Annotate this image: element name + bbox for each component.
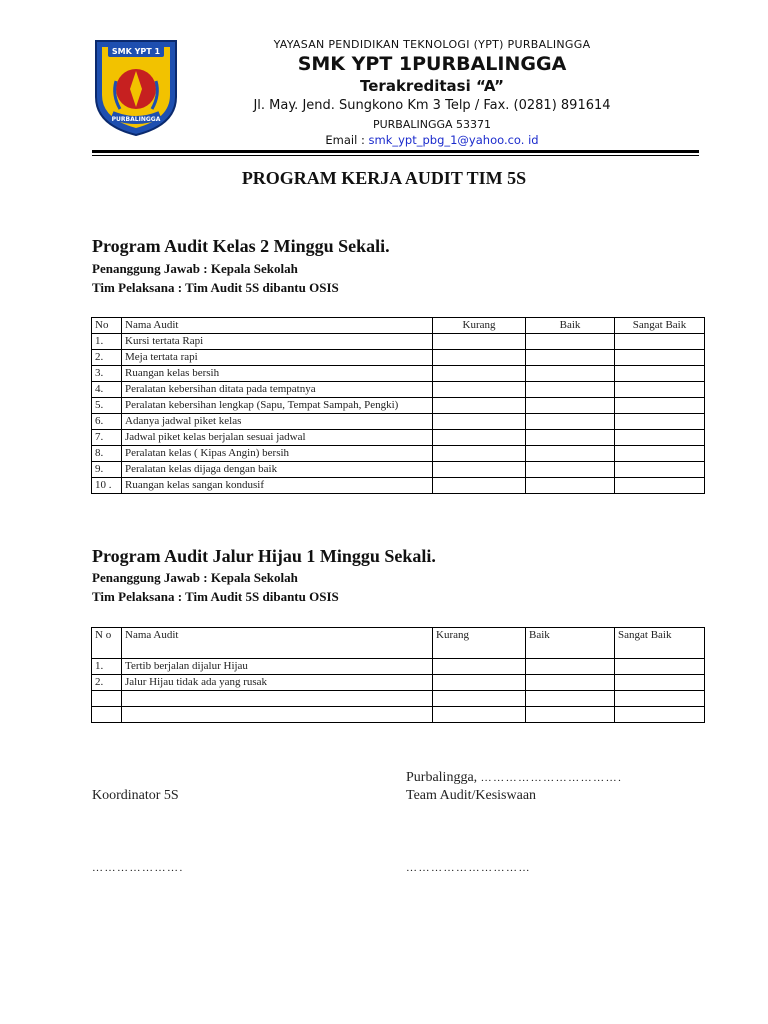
header-no: N o bbox=[92, 628, 122, 659]
table-header-row bbox=[92, 318, 705, 334]
logo-text-top: SMK YPT 1 bbox=[111, 47, 161, 56]
table-row bbox=[92, 366, 705, 382]
score-sangat-baik-cell[interactable] bbox=[615, 350, 705, 366]
date-dots: ……………………………. bbox=[480, 772, 623, 784]
score-sangat-baik-cell[interactable] bbox=[615, 366, 705, 382]
school-city: PURBALINGGA 53371 bbox=[372, 118, 492, 131]
table-row bbox=[92, 398, 705, 414]
section2-team: Tim Pelaksana : Tim Audit 5S dibantu OSIS bbox=[92, 589, 339, 604]
section2-responsible: Penanggung Jawab : Kepala Sekolah bbox=[92, 570, 298, 585]
score-sangat-baik-cell[interactable] bbox=[615, 659, 705, 675]
header-kurang: Kurang bbox=[433, 318, 526, 334]
score-sangat-baik-cell[interactable] bbox=[615, 414, 705, 430]
score-kurang-cell[interactable] bbox=[433, 691, 526, 707]
score-kurang-cell[interactable] bbox=[433, 414, 526, 430]
logo-text-bottom: PURBALINGGA bbox=[111, 116, 161, 123]
table-row bbox=[92, 478, 705, 494]
row-no: 1. bbox=[92, 659, 122, 675]
score-sangat-baik-cell[interactable] bbox=[615, 398, 705, 414]
row-item: Ruangan kelas sangan kondusif bbox=[122, 478, 433, 494]
header-sangat-baik: Sangat Baik bbox=[615, 318, 705, 334]
score-sangat-baik-cell[interactable] bbox=[615, 675, 705, 691]
row-no bbox=[92, 707, 122, 723]
row-item: Peralatan kelas dijaga dengan baik bbox=[122, 462, 433, 478]
score-baik-cell[interactable] bbox=[526, 478, 615, 494]
row-no: 7. bbox=[92, 430, 122, 446]
school-name: SMK YPT 1PURBALINGGA bbox=[297, 53, 567, 75]
score-kurang-cell[interactable] bbox=[433, 446, 526, 462]
table-row bbox=[92, 446, 705, 462]
table-row bbox=[92, 675, 705, 691]
score-sangat-baik-cell[interactable] bbox=[615, 691, 705, 707]
score-kurang-cell[interactable] bbox=[433, 350, 526, 366]
score-baik-cell[interactable] bbox=[526, 446, 615, 462]
place-label: Purbalingga, bbox=[406, 770, 478, 785]
score-baik-cell[interactable] bbox=[526, 398, 615, 414]
header-baik: Baik bbox=[526, 318, 615, 334]
table-row bbox=[92, 430, 705, 446]
email-label: Email : bbox=[325, 133, 369, 147]
letterhead-rule-thick bbox=[92, 150, 699, 153]
row-item bbox=[122, 691, 433, 707]
row-item: Peralatan kelas ( Kipas Angin) bersih bbox=[122, 446, 433, 462]
table-row bbox=[92, 462, 705, 478]
score-kurang-cell[interactable] bbox=[433, 659, 526, 675]
score-sangat-baik-cell[interactable] bbox=[615, 382, 705, 398]
score-kurang-cell[interactable] bbox=[433, 675, 526, 691]
row-item: Peralatan kebersihan lengkap (Sapu, Tempat Sampah, Pengki) bbox=[122, 398, 433, 414]
score-baik-cell[interactable] bbox=[526, 430, 615, 446]
right-signature-dots: ………………………… bbox=[406, 862, 531, 874]
row-no: 2. bbox=[92, 675, 122, 691]
school-address: Jl. May. Jend. Sungkono Km 3 Telp / Fax. (0281) 891614 bbox=[253, 98, 611, 113]
row-item: Meja tertata rapi bbox=[122, 350, 433, 366]
row-no: 8. bbox=[92, 446, 122, 462]
table-row bbox=[92, 382, 705, 398]
row-item: Tertib berjalan dijalur Hijau bbox=[122, 659, 433, 675]
score-sangat-baik-cell[interactable] bbox=[615, 446, 705, 462]
table-row bbox=[92, 414, 705, 430]
section1-responsible: Penanggung Jawab : Kepala Sekolah bbox=[92, 261, 298, 276]
left-signer-role: Koordinator 5S bbox=[92, 788, 179, 803]
row-no: 10 . bbox=[92, 478, 122, 494]
row-item: Jadwal piket kelas berjalan sesuai jadwal bbox=[122, 430, 433, 446]
score-kurang-cell[interactable] bbox=[433, 462, 526, 478]
email-link[interactable]: smk_ypt_pbg_1@yahoo.co. id bbox=[368, 133, 539, 147]
score-baik-cell[interactable] bbox=[526, 334, 615, 350]
header-sangat-baik: Sangat Baik bbox=[615, 628, 705, 659]
row-item: Kursi tertata Rapi bbox=[122, 334, 433, 350]
row-no: 9. bbox=[92, 462, 122, 478]
signature-place bbox=[406, 770, 622, 786]
score-sangat-baik-cell[interactable] bbox=[615, 707, 705, 723]
score-baik-cell[interactable] bbox=[526, 707, 615, 723]
header-nama-audit: Nama Audit bbox=[122, 628, 433, 659]
row-item: Ruangan kelas bersih bbox=[122, 366, 433, 382]
row-no: 2. bbox=[92, 350, 122, 366]
row-no: 1. bbox=[92, 334, 122, 350]
score-sangat-baik-cell[interactable] bbox=[615, 334, 705, 350]
row-item: Adanya jadwal piket kelas bbox=[122, 414, 433, 430]
document-title: PROGRAM KERJA AUDIT TIM 5S bbox=[241, 168, 527, 188]
score-kurang-cell[interactable] bbox=[433, 430, 526, 446]
header-kurang: Kurang bbox=[433, 628, 526, 659]
table-row bbox=[92, 691, 705, 707]
score-baik-cell[interactable] bbox=[526, 366, 615, 382]
score-kurang-cell[interactable] bbox=[433, 334, 526, 350]
right-signer-role: Team Audit/Kesiswaan bbox=[406, 788, 537, 803]
row-item bbox=[122, 707, 433, 723]
score-sangat-baik-cell[interactable] bbox=[615, 462, 705, 478]
row-no bbox=[92, 691, 122, 707]
row-no: 6. bbox=[92, 414, 122, 430]
audit-table-green-lane bbox=[91, 627, 705, 723]
left-signature-dots: …………………. bbox=[92, 862, 184, 874]
row-no: 3. bbox=[92, 366, 122, 382]
score-kurang-cell[interactable] bbox=[433, 707, 526, 723]
score-baik-cell[interactable] bbox=[526, 462, 615, 478]
score-baik-cell[interactable] bbox=[526, 691, 615, 707]
row-item: Jalur Hijau tidak ada yang rusak bbox=[122, 675, 433, 691]
letterhead-rule-thin bbox=[92, 155, 699, 156]
table-row bbox=[92, 659, 705, 675]
header-nama-audit: Nama Audit bbox=[122, 318, 433, 334]
score-sangat-baik-cell[interactable] bbox=[615, 478, 705, 494]
table-row bbox=[92, 334, 705, 350]
row-no: 5. bbox=[92, 398, 122, 414]
score-kurang-cell[interactable] bbox=[433, 366, 526, 382]
section1-title: Program Audit Kelas 2 Minggu Sekali. bbox=[92, 236, 390, 256]
score-baik-cell[interactable] bbox=[526, 414, 615, 430]
table-row bbox=[92, 707, 705, 723]
score-baik-cell[interactable] bbox=[526, 350, 615, 366]
row-item: Peralatan kebersihan ditata pada tempatnya bbox=[122, 382, 433, 398]
header-no: No bbox=[92, 318, 122, 334]
audit-table-class bbox=[91, 317, 705, 494]
table-row bbox=[92, 350, 705, 366]
accreditation: Terakreditasi “A” bbox=[360, 77, 504, 95]
section1-team: Tim Pelaksana : Tim Audit 5S dibantu OSIS bbox=[92, 280, 339, 295]
score-baik-cell[interactable] bbox=[526, 675, 615, 691]
score-kurang-cell[interactable] bbox=[433, 478, 526, 494]
score-kurang-cell[interactable] bbox=[433, 398, 526, 414]
section2-title: Program Audit Jalur Hijau 1 Minggu Sekali. bbox=[92, 546, 436, 566]
row-no: 4. bbox=[92, 382, 122, 398]
foundation-name: YAYASAN PENDIDIKAN TEKNOLOGI (YPT) PURBALINGGA bbox=[273, 38, 591, 51]
score-baik-cell[interactable] bbox=[526, 382, 615, 398]
table-header-row bbox=[92, 628, 705, 659]
score-sangat-baik-cell[interactable] bbox=[615, 430, 705, 446]
score-baik-cell[interactable] bbox=[526, 659, 615, 675]
school-email-line bbox=[48, 133, 768, 147]
score-kurang-cell[interactable] bbox=[433, 382, 526, 398]
header-baik: Baik bbox=[526, 628, 615, 659]
